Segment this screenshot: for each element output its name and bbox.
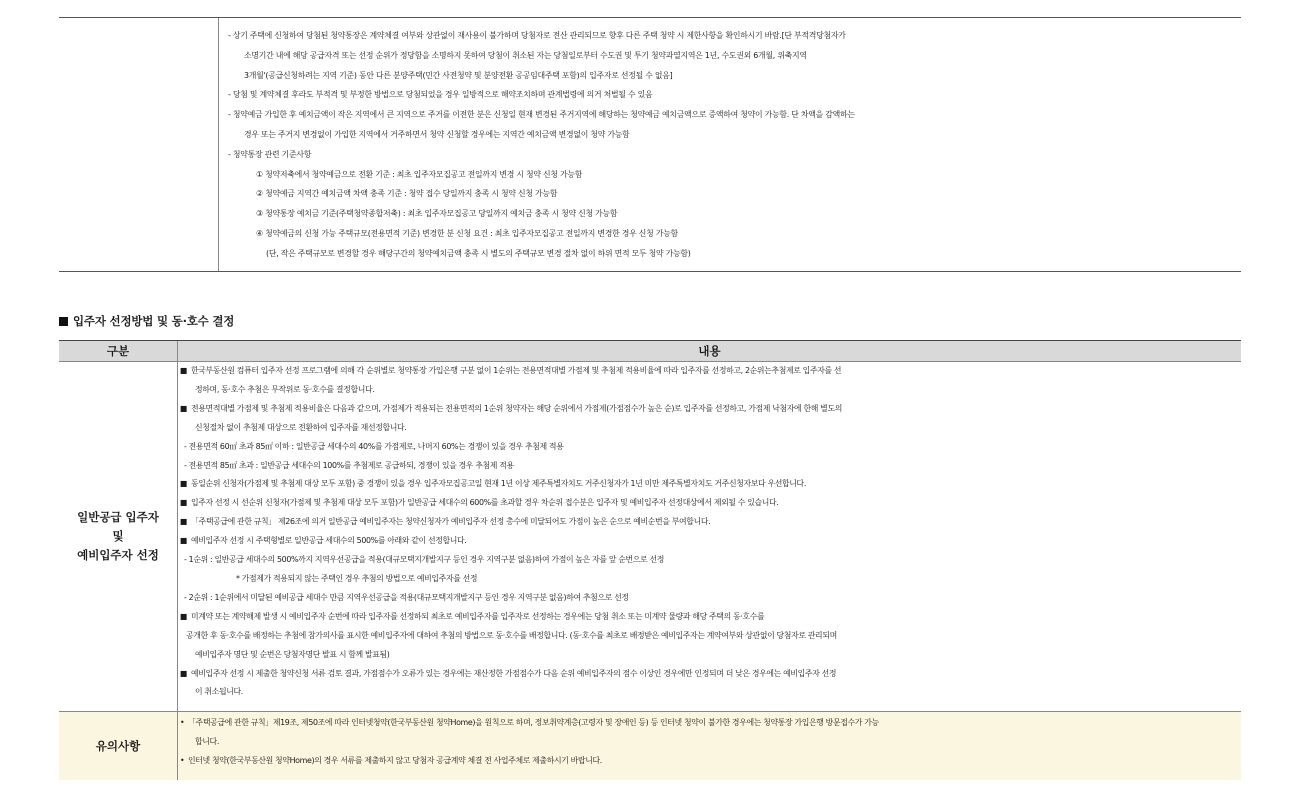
prev-notice-content	[228, 26, 1233, 264]
square-bullet-icon: ■	[180, 536, 188, 546]
square-bullet-icon: ■	[180, 479, 188, 489]
square-bullet-icon	[59, 317, 68, 326]
notice-line: - 청약통장 관련 기준사항	[228, 149, 312, 159]
content-line	[180, 714, 1241, 733]
notice-line: 경우 또는 주거지 변경없이 가입한 지역에서 거주하면서 청약 신청할 경우에는 지역간 예치금액 변경없이 청약 가능함	[244, 129, 630, 139]
table-row-notice	[59, 712, 1241, 780]
content-line-text: 한국부동산원 컴퓨터 입주자 선정 프로그램에 의해 각 순위별로 청약통장 가입은행 구분 없이 1순위는 전용면적대별 가점제 및 추첨제 적용비율에 따라 입주자를 선정하고, 2순위는추첨제로 입주자를 선	[191, 366, 842, 375]
content-line: 정하며, 동·호수 추첨은 무작위로 동·호수를 결정합니다.	[195, 384, 375, 394]
notice-line: - 청약예금 가입한 후 예치금액이 작은 지역에서 큰 지역으로 주거를 이전한 분은 신청일 현재 변경된 주거지역에 해당하는 청약예금 예치금액으로 증액하여 청약이 가능함. 단 차액을 감액하는	[228, 110, 855, 120]
square-bullet-icon: ■	[180, 498, 188, 508]
header-category: 구분	[59, 341, 178, 361]
table-header	[59, 341, 1241, 362]
square-bullet-icon: ■	[180, 517, 188, 527]
dot-bullet-icon: •	[180, 718, 185, 727]
row-label-line: 및	[112, 529, 124, 543]
notice-line: - 상기 주택에 신청하여 당첨된 청약통장은 계약체결 여부와 상관없이 재사용이 불가하며 당첨자로 전산 관리되므로 향후 다른 주택 청약 시 제한사항을 확인하시기 바람.[단 부적격당첨자가	[228, 31, 846, 40]
square-bullet-icon: ■	[180, 611, 188, 621]
square-bullet-icon: ■	[180, 668, 188, 678]
notice-line: ① 청약저축에서 청약예금으로 전환 기준 : 최초 입주자모집공고 전일까지 변경 시 청약 신청 가능함	[256, 169, 583, 179]
row-label-notice: 유의사항	[59, 712, 178, 780]
content-line	[180, 608, 1241, 627]
selection-table	[59, 340, 1241, 780]
content-line-text: 동일순위 신청자(가점제 및 추첨제 대상 모두 포함) 중 경쟁이 있을 경우 입주자모집공고일 현재 1년 이상 제주특별자치도 거주신청자가 1년 미만 제주특별자치도 거주신청자보다 우선합니다.	[191, 479, 806, 489]
content-line: 예비입주자 명단 및 순번은 당첨자명단 발표 시 함께 발표됨)	[195, 649, 390, 659]
content-line-text: 입주자 선정 시 선순위 신청자(가점제 및 추첨제 대상 모두 포함)가 일반공급 세대수의 600%를 초과할 경우 차순위 접수분은 입주자 및 예비입주자 선정대상에서 제외될 수 있습니다.	[191, 498, 779, 508]
content-line-text: 미계약 또는 계약해제 발생 시 예비입주자 순번에 따라 입주자를 선정하되 최초로 예비입주자를 입주자로 선정하는 경우에는 당첨 취소 또는 미계약 물량과 해당 주택의 동·호수를	[191, 611, 765, 621]
content-line-text: 전용면적대별 가점제 및 추첨제 적용비율은 다음과 같으며, 가점제가 적용되는 전용면적의 1순위 청약자는 해당 순위에서 가점제(가점점수가 높은 순)로 입주자를 선정하고, 가점제 낙첨자에 한해 별도의	[191, 403, 842, 413]
notice-line: ④ 청약예금의 신청 가능 주택규모(전용면적 기준) 변경한 분 신청 요건 : 최초 입주자모집공고 전일까지 변경한 경우 신청 가능함	[256, 228, 678, 238]
row-content-notice	[180, 714, 1241, 771]
content-line: 공개한 후 동·호수를 배정하는 추첨에 참가의사를 표시한 예비입주자에 대하여 추첨의 방법으로 동·호수를 배정합니다. (동·호수를 최초로 배정받은 예비입주자는 계약여부와 상관없이 당첨자로 관리되며	[186, 630, 837, 640]
content-line: - 2순위 : 1순위에서 미달된 예비공급 세대수 만큼 지역우선공급을 적용(대규모택지개발지구 등인 경우 지역구분 없음)하여 추첨으로 선정	[184, 592, 629, 602]
content-line: - 전용면적 60㎡ 초과 85㎡ 이하 : 일반공급 세대수의 40%를 가점제로, 나머지 60%는 경쟁이 있을 경우 추첨제 적용	[184, 441, 564, 451]
content-line: 이 취소됩니다.	[195, 687, 243, 697]
notice-line: ② 청약예금 지역간 예치금액 차액 충족 기준 : 청약 접수 당일까지 충족 시 청약 신청 가능함	[256, 189, 558, 199]
table-row-general-supply	[59, 362, 1241, 712]
row-content-general-supply	[180, 362, 1241, 702]
dot-bullet-icon: •	[180, 755, 185, 765]
section-title-text: 입주자 선정방법 및 동·호수 결정	[73, 314, 235, 328]
row-label-general-supply	[59, 362, 178, 711]
content-line: - 전용면적 85㎡ 초과 : 일반공급 세대수의 100%를 추첨제로 공급하되, 경쟁이 있을 경우 추첨제 적용	[184, 460, 514, 470]
content-line: 신청절차 없이 추첨제 대상으로 전환하여 입주자를 재선정합니다.	[195, 422, 407, 432]
notice-line: 3개월'(공급신청하려는 지역 기준) 동안 다른 분양주택(민간 사전청약 및 분양전환 공공임대주택 포함)의 입주자로 선정될 수 없음]	[244, 70, 673, 80]
content-line-text: 「주택공급에 관한 규칙」 제26조에 의거 일반공급 예비입주자는 청약신청자가 예비입주자 선정 총수에 미달되어도 가점이 높은 순으로 예비순번을 부여합니다.	[191, 517, 711, 527]
content-line	[180, 475, 1241, 494]
content-line	[180, 362, 1241, 381]
notice-line: - 당첨 및 계약체결 후라도 부적격 및 부정한 방법으로 당첨되었을 경우 일방적으로 해약조치하며 관계법령에 의거 처벌될 수 있음	[228, 90, 653, 100]
content-line	[180, 400, 1241, 419]
row-label-line: 일반공급 입주자	[77, 510, 159, 524]
content-line: * 가점제가 적용되지 않는 주택인 경우 추첨의 방법으로 예비입주자를 선정	[236, 573, 478, 583]
content-line-text: 예비입주자 선정 시 제출한 청약신청 서류 검토 결과, 가점점수가 오류가 있는 경우에는 재산정한 가점점수가 다음 순위 예비입주자의 점수 이상인 경우에만 인정되며 더 낮은 경우에는 예비입주자 선정	[191, 668, 837, 678]
content-line-text: 「주택공급에 관한 규칙」제19조, 제50조에 따라 인터넷청약(한국부동산원 청약Home)을 원칙으로 하며, 정보취약계층(고령자 및 장애인 등) 등 인터넷 청약이 불가한 경우에는 청약통장 가입은행 방문접수가 가능	[188, 718, 879, 727]
square-bullet-icon: ■	[180, 366, 188, 375]
content-line: - 1순위 : 일반공급 세대수의 500%까지 지역우선공급을 적용(대규모택지개발지구 등인 경우 지역구분 없음)하여 가점이 높은 자를 앞 순번으로 선정	[184, 555, 665, 565]
notice-line: (단, 작은 주택규모로 변경할 경우 해당구간의 청약예치금액 충족 시 별도의 주택규모 변경 절차 없이 하위 면적 모두 청약 가능함)	[266, 248, 691, 258]
section-title	[59, 313, 234, 329]
notice-line: 소명기간 내에 해당 공급자격 또는 선정 순위가 정당함을 소명하지 못하여 당첨이 취소된 자는 당첨일로부터 수도권 및 투기 청약과열지역은 1년, 수도권외 6개월, 위축지역	[244, 50, 807, 60]
content-line: 합니다.	[195, 736, 219, 746]
row-label-line: 예비입주자 선정	[77, 548, 159, 562]
content-line	[180, 532, 1241, 551]
header-content: 내용	[698, 344, 721, 358]
square-bullet-icon: ■	[180, 403, 188, 413]
content-line	[180, 494, 1241, 513]
content-line-text: 인터넷 청약(한국부동산원 청약Home)의 경우 서류를 제출하지 않고 당첨자 공급계약 체결 전 사업주체로 제출하시기 바랍니다.	[188, 755, 602, 765]
content-line-text: 예비입주자 선정 시 주택형별로 일반공급 세대수의 500%를 아래와 같이 선정합니다.	[191, 536, 467, 546]
content-line	[180, 665, 1241, 684]
notice-line: ③ 청약통장 예치금 기준(주택청약종합저축) : 최초 입주자모집공고 당일까지 예치금 충족 시 청약 신청 가능함	[256, 209, 618, 219]
prev-notice-table	[59, 17, 1241, 272]
content-line	[180, 513, 1241, 532]
prev-notice-label-cell	[59, 18, 219, 271]
content-line	[180, 752, 1241, 771]
